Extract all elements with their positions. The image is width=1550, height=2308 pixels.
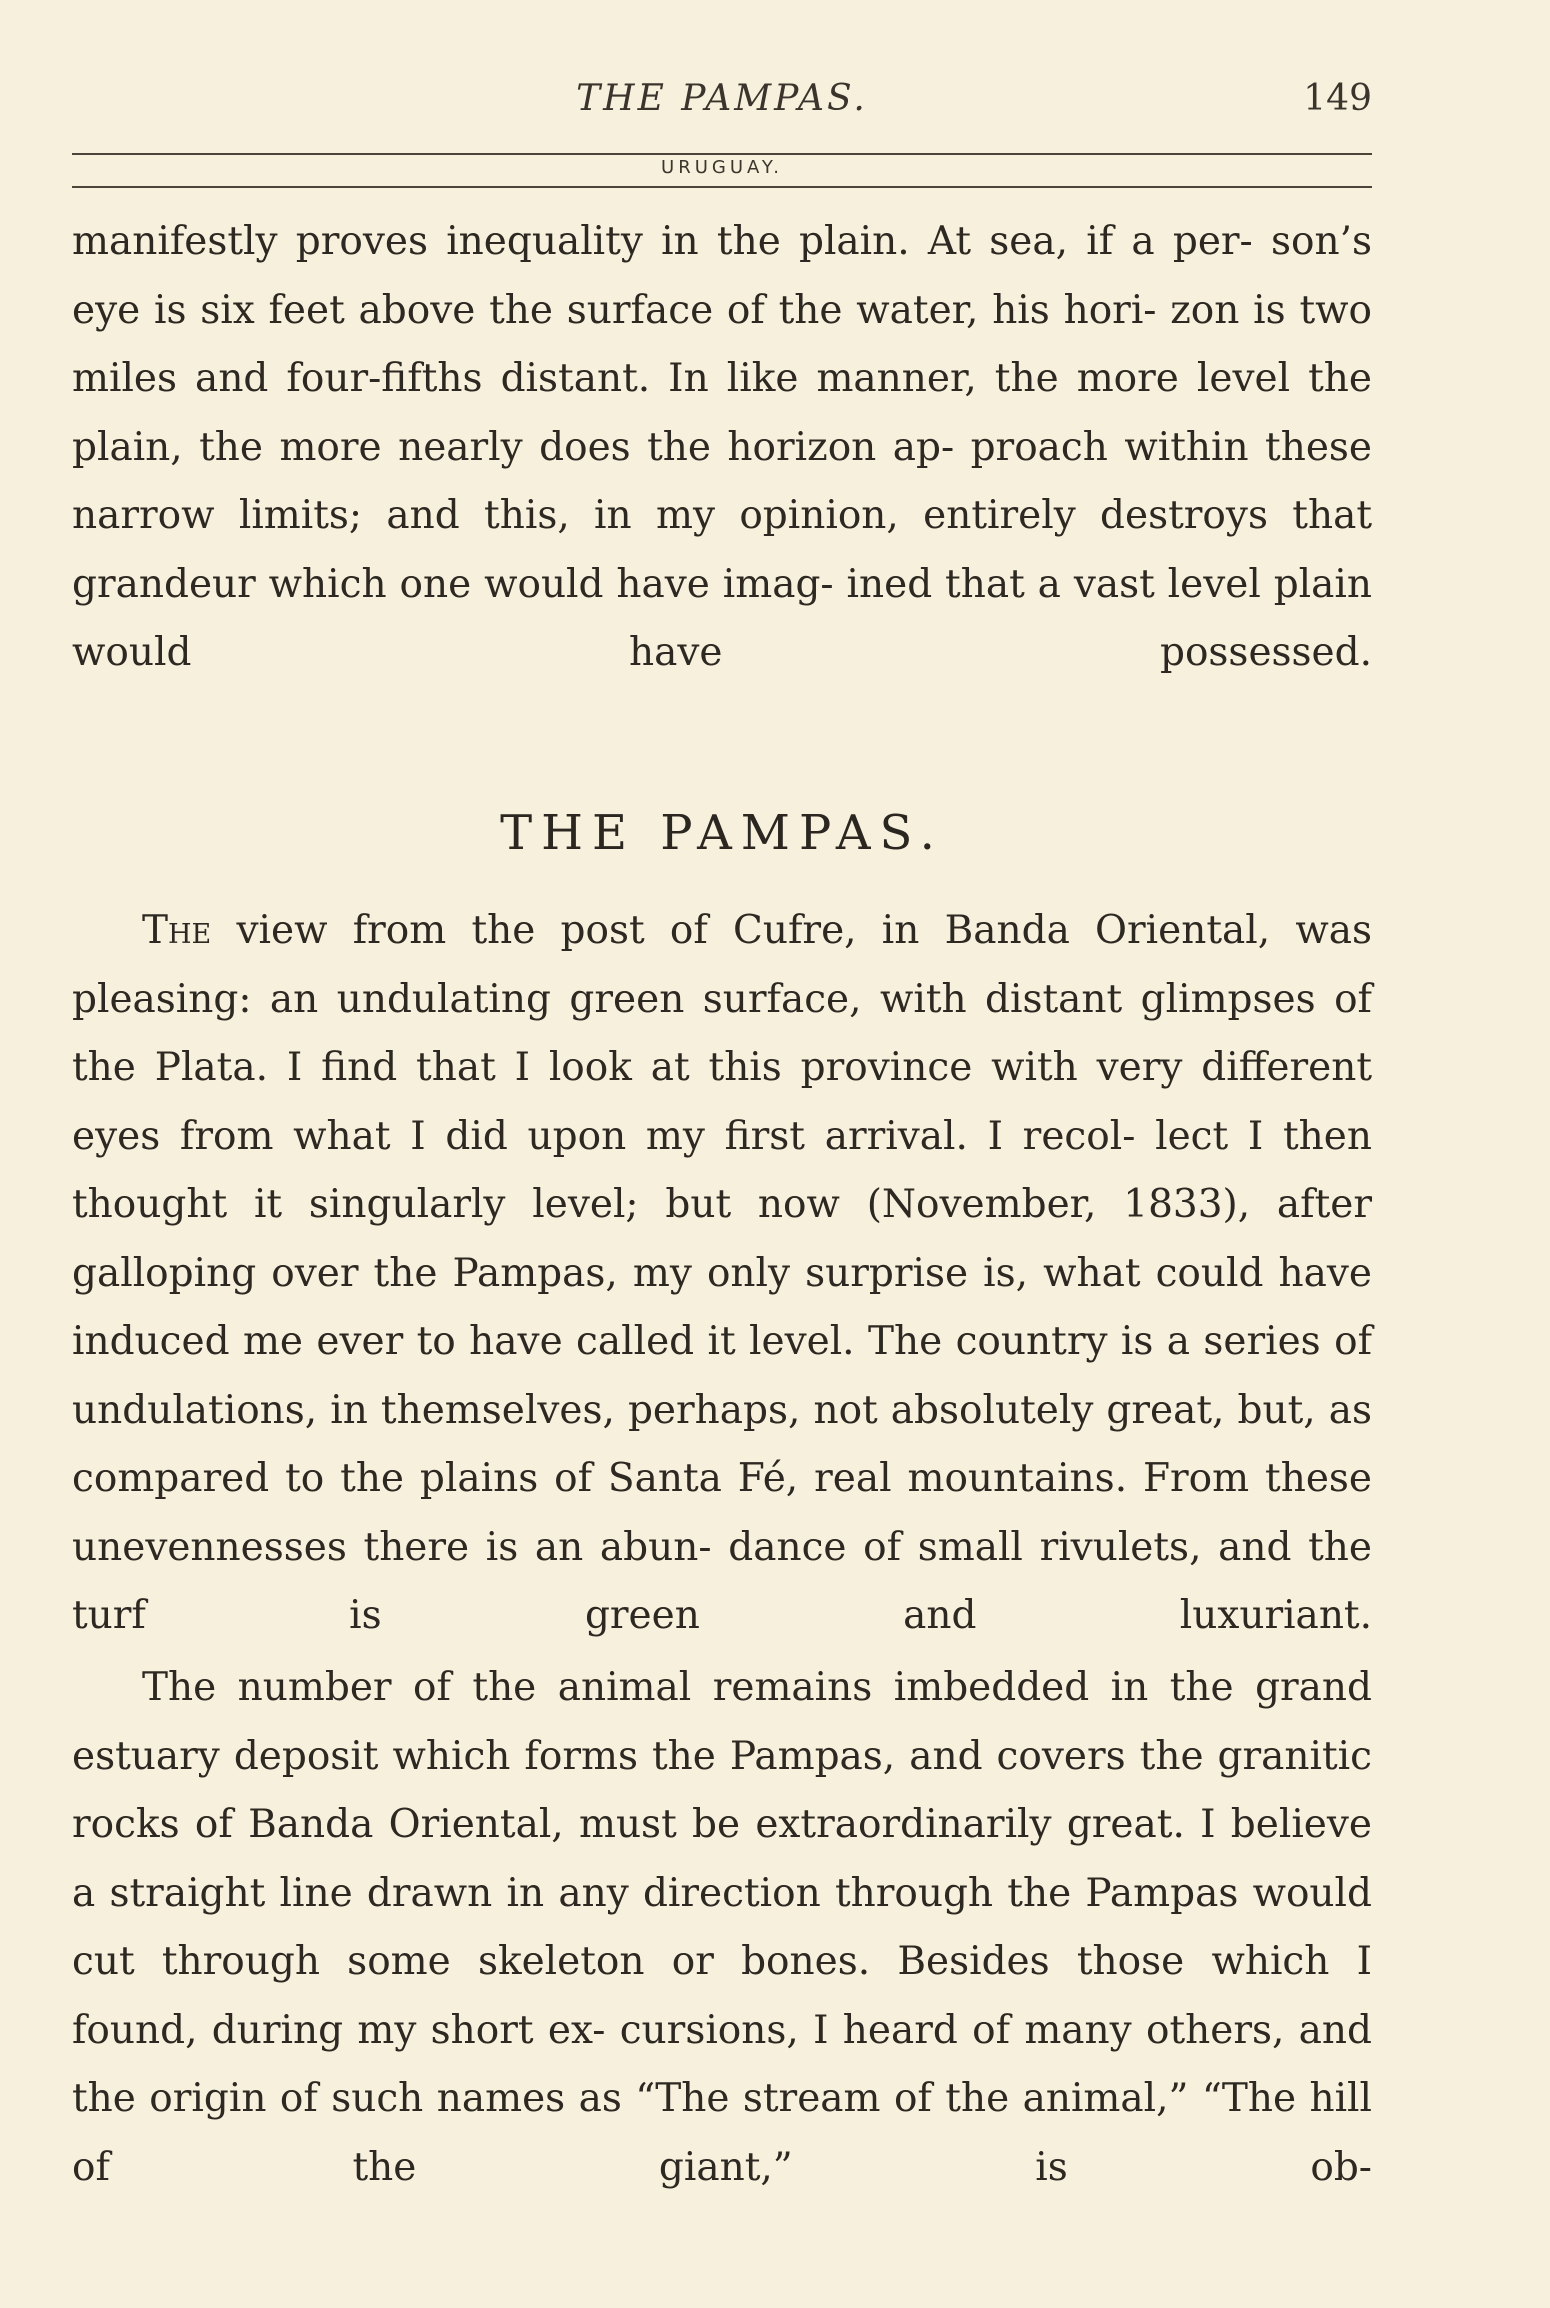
text-line: son’s eye is six feet above the surface of the water, his hori- [72,219,1372,333]
text-line: entirely destroys that grandeur which one would have imag- [72,493,1372,607]
header-rule-bottom [72,186,1372,188]
text-line: view from the post of Cufre, in Banda Oriental, was [211,908,1372,953]
text-line: manifestly proves inequality in the plain. At sea, if a per- [72,219,1253,264]
text-line: grand estuary deposit which forms the Pampas, and covers [72,1665,1373,1779]
text-line: proach within these narrow limits; and this, in my opinion, [72,424,1372,538]
text-line: more level the plain, the more nearly does the horizon ap- [72,356,1372,470]
text-line: great. I believe a straight line drawn in any direction [72,1802,1372,1916]
text-line: through the Pampas would cut through some skeleton or [72,1870,1372,1984]
text-line: The country is a series of undulations, in themselves, perhaps, [72,1319,1373,1433]
text-line: The number of the animal remains imbedded in the [142,1665,1234,1710]
text-line: bones. Besides those which I found, during my short ex- [72,1939,1372,2053]
header-rule-top [72,153,1372,155]
text-line: as “The stream of the animal,” “The hill of the giant,” is ob- [72,2076,1372,2190]
text-line: what could have induced me ever to have called it level. [72,1250,1373,1364]
page-number: 149 [1303,78,1372,119]
section-label: URUGUAY. [661,157,783,178]
text-line: not absolutely great, but, as compared to the plains of Santa Fé, [72,1387,1372,1501]
text-line: of the Plata. I find that I look at this province with very [72,976,1372,1090]
text-line: dance of small rivulets, and the turf is green and luxuriant. [72,1524,1372,1638]
text-line: The [142,908,212,953]
text-line: cursions, I heard of many others, and the origin of such names [72,2007,1373,2121]
text-line: lect I then thought it singularly level; but now (November, [72,1113,1372,1227]
text-line: pleasing: an undulating green surface, with distant glimpses [72,976,1316,1022]
paragraph-animal-remains [72,1654,1372,2202]
text-line: the granitic rocks of Banda Oriental, must be extraordinarily [72,1733,1372,1847]
running-head [72,70,1372,130]
paragraph-continued [72,208,1372,688]
text-line: real mountains. From these unevennesses there is an abun- [72,1456,1373,1570]
paragraph-pampas-view [72,897,1372,1651]
section-heading: THE PAMPAS. [500,805,944,861]
text-line: zon is two miles and four-fifths distant. In like manner, the [72,287,1372,401]
running-title: THE PAMPAS. [576,78,868,119]
text-line: different eyes from what I did upon my first arrival. I recol- [72,1045,1372,1159]
text-line: ined that a vast level plain would have possessed. [72,561,1372,675]
text-line: 1833), after galloping over the Pampas, my only surprise is, [72,1182,1373,1296]
